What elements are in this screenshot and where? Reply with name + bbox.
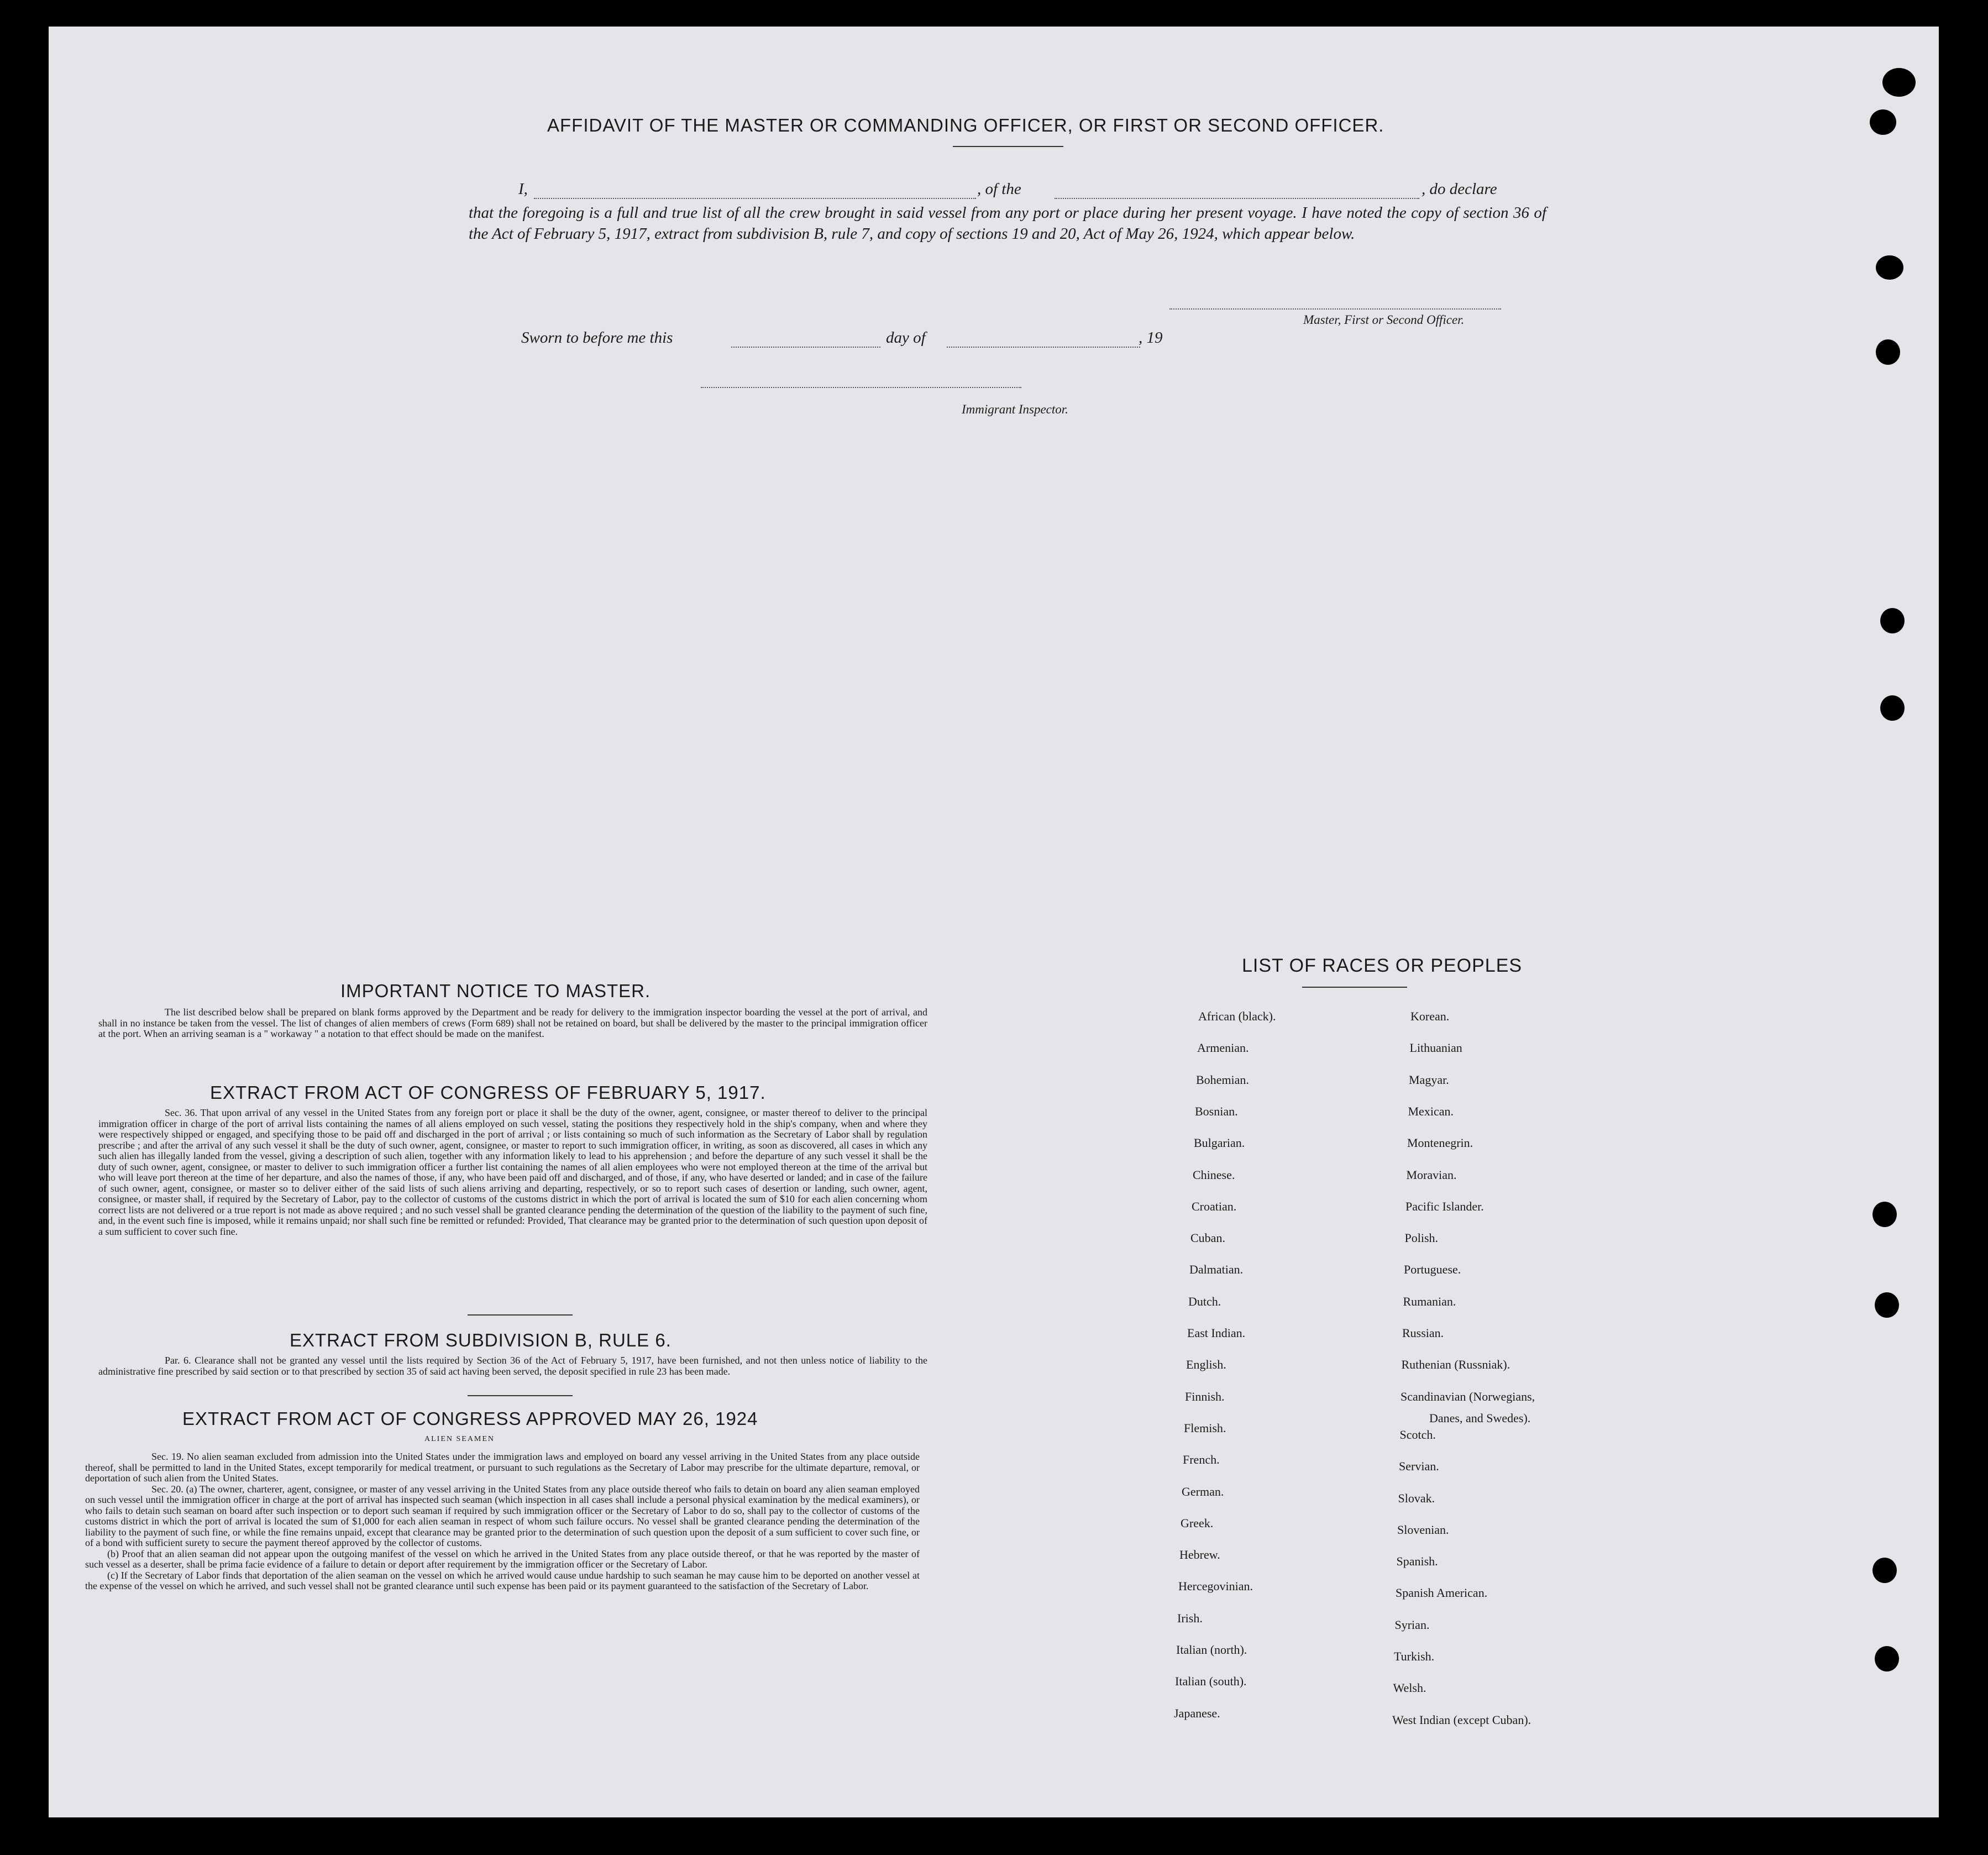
- race-item: Armenian.: [1197, 1041, 1249, 1055]
- race-item: Servian.: [1399, 1459, 1439, 1474]
- race-item: Greek.: [1181, 1516, 1214, 1530]
- punch-hole: [1876, 339, 1900, 365]
- race-item: Korean.: [1410, 1009, 1450, 1023]
- sworn-prefix: Sworn to before me this: [521, 329, 673, 347]
- race-item: Scandinavian (Norwegians,: [1400, 1389, 1535, 1403]
- document-page: [49, 27, 1939, 1817]
- races-list: [49, 27, 1939, 1817]
- races-title: LIST OF RACES OR PEOPLES: [1242, 955, 1523, 976]
- race-item: Magyar.: [1409, 1072, 1449, 1087]
- race-item: Pacific Islander.: [1405, 1199, 1484, 1213]
- race-item: Finnish.: [1185, 1389, 1225, 1403]
- notice-title: IMPORTANT NOTICE TO MASTER.: [340, 981, 651, 1001]
- race-item: Italian (north).: [1176, 1643, 1247, 1657]
- race-item: Bohemian.: [1196, 1072, 1249, 1087]
- race-item: English.: [1186, 1358, 1226, 1372]
- race-item: Chinese.: [1193, 1167, 1235, 1182]
- affidavit-line1-prefix: I,: [518, 180, 528, 198]
- race-item: Hercegovinian.: [1178, 1579, 1253, 1594]
- race-scandinavian-continued: Danes, and Swedes).: [1429, 1411, 1531, 1425]
- sworn-year-label: , 19: [1139, 329, 1163, 347]
- affidavit-body: that the foregoing is a full and true list of all the crew brought in said vessel from any port or place during her present voyage. I have noted the copy of section 36 of the Act of February 5, 1917, extract from subdivision B, rule 7, and copy of sections 19 and 20, Act of May 26, 1924, which appear below.: [469, 204, 1546, 243]
- race-item: Slovenian.: [1397, 1522, 1449, 1537]
- race-item: Russian.: [1402, 1326, 1444, 1340]
- punch-hole: [1880, 608, 1905, 633]
- race-item: Irish.: [1177, 1611, 1203, 1625]
- punch-hole: [1872, 1202, 1897, 1227]
- race-item: Hebrew.: [1179, 1548, 1220, 1562]
- notice-body: The list described below shall be prepared on blank forms approved by the Department and be ready for delivery to the immigration inspector boarding the vessel at the port of arrival, and shall in no instance be taken from the vessel. The list of changes of alien members of crews (Form 689) shall not be retained on board, but shall be delivered by the master to the principal immigration officer at the port. When an arriving seaman is a " workaway " a notation to that effect should be made on the manifest.: [98, 1007, 927, 1039]
- race-item: Scotch.: [1399, 1427, 1436, 1442]
- punch-hole: [1882, 68, 1916, 97]
- race-item: Croatian.: [1192, 1199, 1237, 1213]
- race-item: Portuguese.: [1404, 1262, 1461, 1277]
- race-item: Cuban.: [1190, 1231, 1225, 1245]
- inspector-caption: Immigrant Inspector.: [962, 402, 1068, 416]
- race-item: Moravian.: [1406, 1167, 1457, 1182]
- affidavit-line1-middle: , of the: [977, 180, 1021, 198]
- race-item: Mexican.: [1408, 1104, 1454, 1118]
- race-item: Spanish American.: [1396, 1586, 1488, 1600]
- punch-hole: [1872, 1558, 1897, 1583]
- race-item: African (black).: [1198, 1009, 1276, 1023]
- sec20c-paragraph: (c) If the Secretary of Labor finds that deportation of the alien seaman on the vessel on which he arrived would cause undue hardship to such seaman he may cause him to be deported on another vessel at the expense of the vessel on which he arrived, and such vessel shall not be granted clearance until such expense has been paid or its payment guaranteed to the satisfaction of the Secretary of Labor.: [85, 1569, 920, 1591]
- race-item: Spanish.: [1396, 1554, 1438, 1569]
- race-item: Syrian.: [1394, 1617, 1430, 1632]
- sec20a-paragraph: Sec. 20. (a) The owner, charterer, agent, consignee, or master of any vessel arriving in the United States from any place outside thereof who fails to detain on board any alien seaman employed on such vessel until the immigration officer in charge at the port of arrival has inspected such seaman (which inspection in all cases shall include a personal physical examination by the medical examiners), or who fails to detain such seaman on board after such inspection or to deport such seaman if required by such immigration officer or the Secretary of Labor to do so, shall pay to the collector of customs of the customs district in which the port of arrival is located the sum of $1,000 for each alien seaman in respect of whom such failure occurs. No vessel shall be granted clearance pending the determination of the liability to the payment of such fine, or while the fine remains unpaid, except that clearance may be granted prior to the determination of such question upon the deposit of a sum sufficient to cover such fine, or of a bond with sufficient surety to secure the payment thereof approved by the collector of customs.: [85, 1483, 920, 1548]
- sec20b-paragraph: (b) Proof that an alien seaman did not appear upon the outgoing manifest of the vessel on which he arrived in the United States from any place outside thereof, or that he was reported by the master of such vessel as a deserter, shall be prima facie evidence of a failure to detain or deport after requirement by the immigration officer or the Secretary of Labor.: [85, 1548, 920, 1570]
- race-item: French.: [1183, 1453, 1220, 1467]
- race-item: East Indian.: [1187, 1326, 1246, 1340]
- extract-1924-title: EXTRACT FROM ACT OF CONGRESS APPROVED MAY 26, 1924: [182, 1408, 758, 1429]
- affidavit-title: AFFIDAVIT OF THE MASTER OR COMMANDING OFFICER, OR FIRST OR SECOND OFFICER.: [547, 115, 1384, 135]
- extract-1917-body: Sec. 36. That upon arrival of any vessel in the United States from any foreign port or place it shall be the duty of the owner, agent, consignee, or master thereof to deliver to the principal immigration officer in charge of the port of arrival lists containing the names of all aliens employed on such vessel, stating the positions they respectively hold in the ship's company, when and where they were respectively shipped or engaged, and specifying those to be paid off and discharged in the port of arrival ; or lists containing so much of such information as the Secretary of Labor shall by regulation prescribe ; and after the arrival of any such vessel it shall be the duty of such owner, agent, consignee, or master to report to such immigration officer, in writing, as soon as discovered, all cases in which any such alien has illegally landed from the vessel, giving a description of such alien, together with any information likely to lead to his apprehension ; and before the departure of any such vessel it shall be the duty of such owner, agent, consignee, or master to deliver to such immigration officer a further list containing the names of all alien employees who were not employed thereon at the time of the arrival but who will leave port thereon at the time of her departure, and also the names of those, if any, who have been paid off and discharged, and of those, if any, who have deserted or landed; and in case of the failure of such owner, agent, consignee, or master so to deliver either of the said lists of such aliens arriving and departing, respectively, or so to report such cases of desertion or landing, such owner, agent, consignee, or master shall, if required by the Secretary of Labor, pay to the collector of customs of the customs district in which the port of arrival is located the sum of $10 for each alien concerning whom correct lists are not delivered or a true report is not made as above required ; and no such vessel shall be granted clearance pending the determination of the question of the liability to the payment of such fine, and, in the event such fine is imposed, while it remains unpaid; nor shall such fine be remitted or refunded: Provided, That clearance may be granted prior to the determination of such question upon deposit of a sum sufficient to cover such fine.: [98, 1107, 927, 1237]
- race-item: Italian (south).: [1175, 1674, 1247, 1689]
- race-item: Dutch.: [1188, 1294, 1221, 1308]
- race-item: Bosnian.: [1195, 1104, 1238, 1118]
- extract-1917-title: EXTRACT FROM ACT OF CONGRESS OF FEBRUARY 5, 1917.: [210, 1082, 766, 1103]
- affidavit-line1-suffix: , do declare: [1422, 180, 1497, 198]
- master-caption: Master, First or Second Officer.: [1303, 313, 1465, 327]
- race-item: Ruthenian (Russniak).: [1401, 1358, 1510, 1372]
- rule6-title: EXTRACT FROM SUBDIVISION B, RULE 6.: [290, 1330, 672, 1350]
- race-item: Slovak.: [1398, 1491, 1435, 1505]
- race-item: Rumanian.: [1403, 1294, 1456, 1308]
- rule6-body: Par. 6. Clearance shall not be granted any vessel until the lists required by Section 36 of the Act of February 5, 1917, have been furnished, and not then unless notice of liability to the administrative fine prescribed by said section or to that prescribed by section 35 of said act having been served, the deposit specified in rule 23 has been made.: [98, 1355, 927, 1377]
- race-item: German.: [1182, 1484, 1224, 1498]
- punch-hole: [1875, 1292, 1899, 1318]
- race-item: Bulgarian.: [1194, 1136, 1245, 1150]
- punch-hole: [1870, 109, 1896, 135]
- race-item: Polish.: [1404, 1231, 1439, 1245]
- race-item: Flemish.: [1184, 1421, 1226, 1435]
- punch-hole: [1875, 1646, 1899, 1671]
- punch-hole: [1876, 255, 1903, 280]
- sworn-day-label: day of: [886, 329, 926, 347]
- race-item: West Indian (except Cuban).: [1392, 1712, 1531, 1727]
- race-item: Turkish.: [1394, 1649, 1435, 1663]
- race-item: Dalmatian.: [1189, 1262, 1244, 1277]
- sec19-paragraph: Sec. 19. No alien seaman excluded from admission into the United States under the immigration laws and employed on board any vessel arriving in the United States from any place outside thereof, shall be permitted to land in the United States, except temporarily for medical treatment, or pursuant to such regulations as the Secretary of Labor may prescribe for the ultimate departure, removal, or deportation of such alien from the United States.: [85, 1451, 920, 1484]
- race-item: Welsh.: [1393, 1681, 1426, 1695]
- race-item: Montenegrin.: [1407, 1136, 1473, 1150]
- punch-hole: [1880, 695, 1905, 721]
- race-item: Lithuanian: [1409, 1041, 1462, 1055]
- extract-1924-subtitle: ALIEN SEAMEN: [424, 1435, 495, 1443]
- race-item: Japanese.: [1174, 1706, 1220, 1720]
